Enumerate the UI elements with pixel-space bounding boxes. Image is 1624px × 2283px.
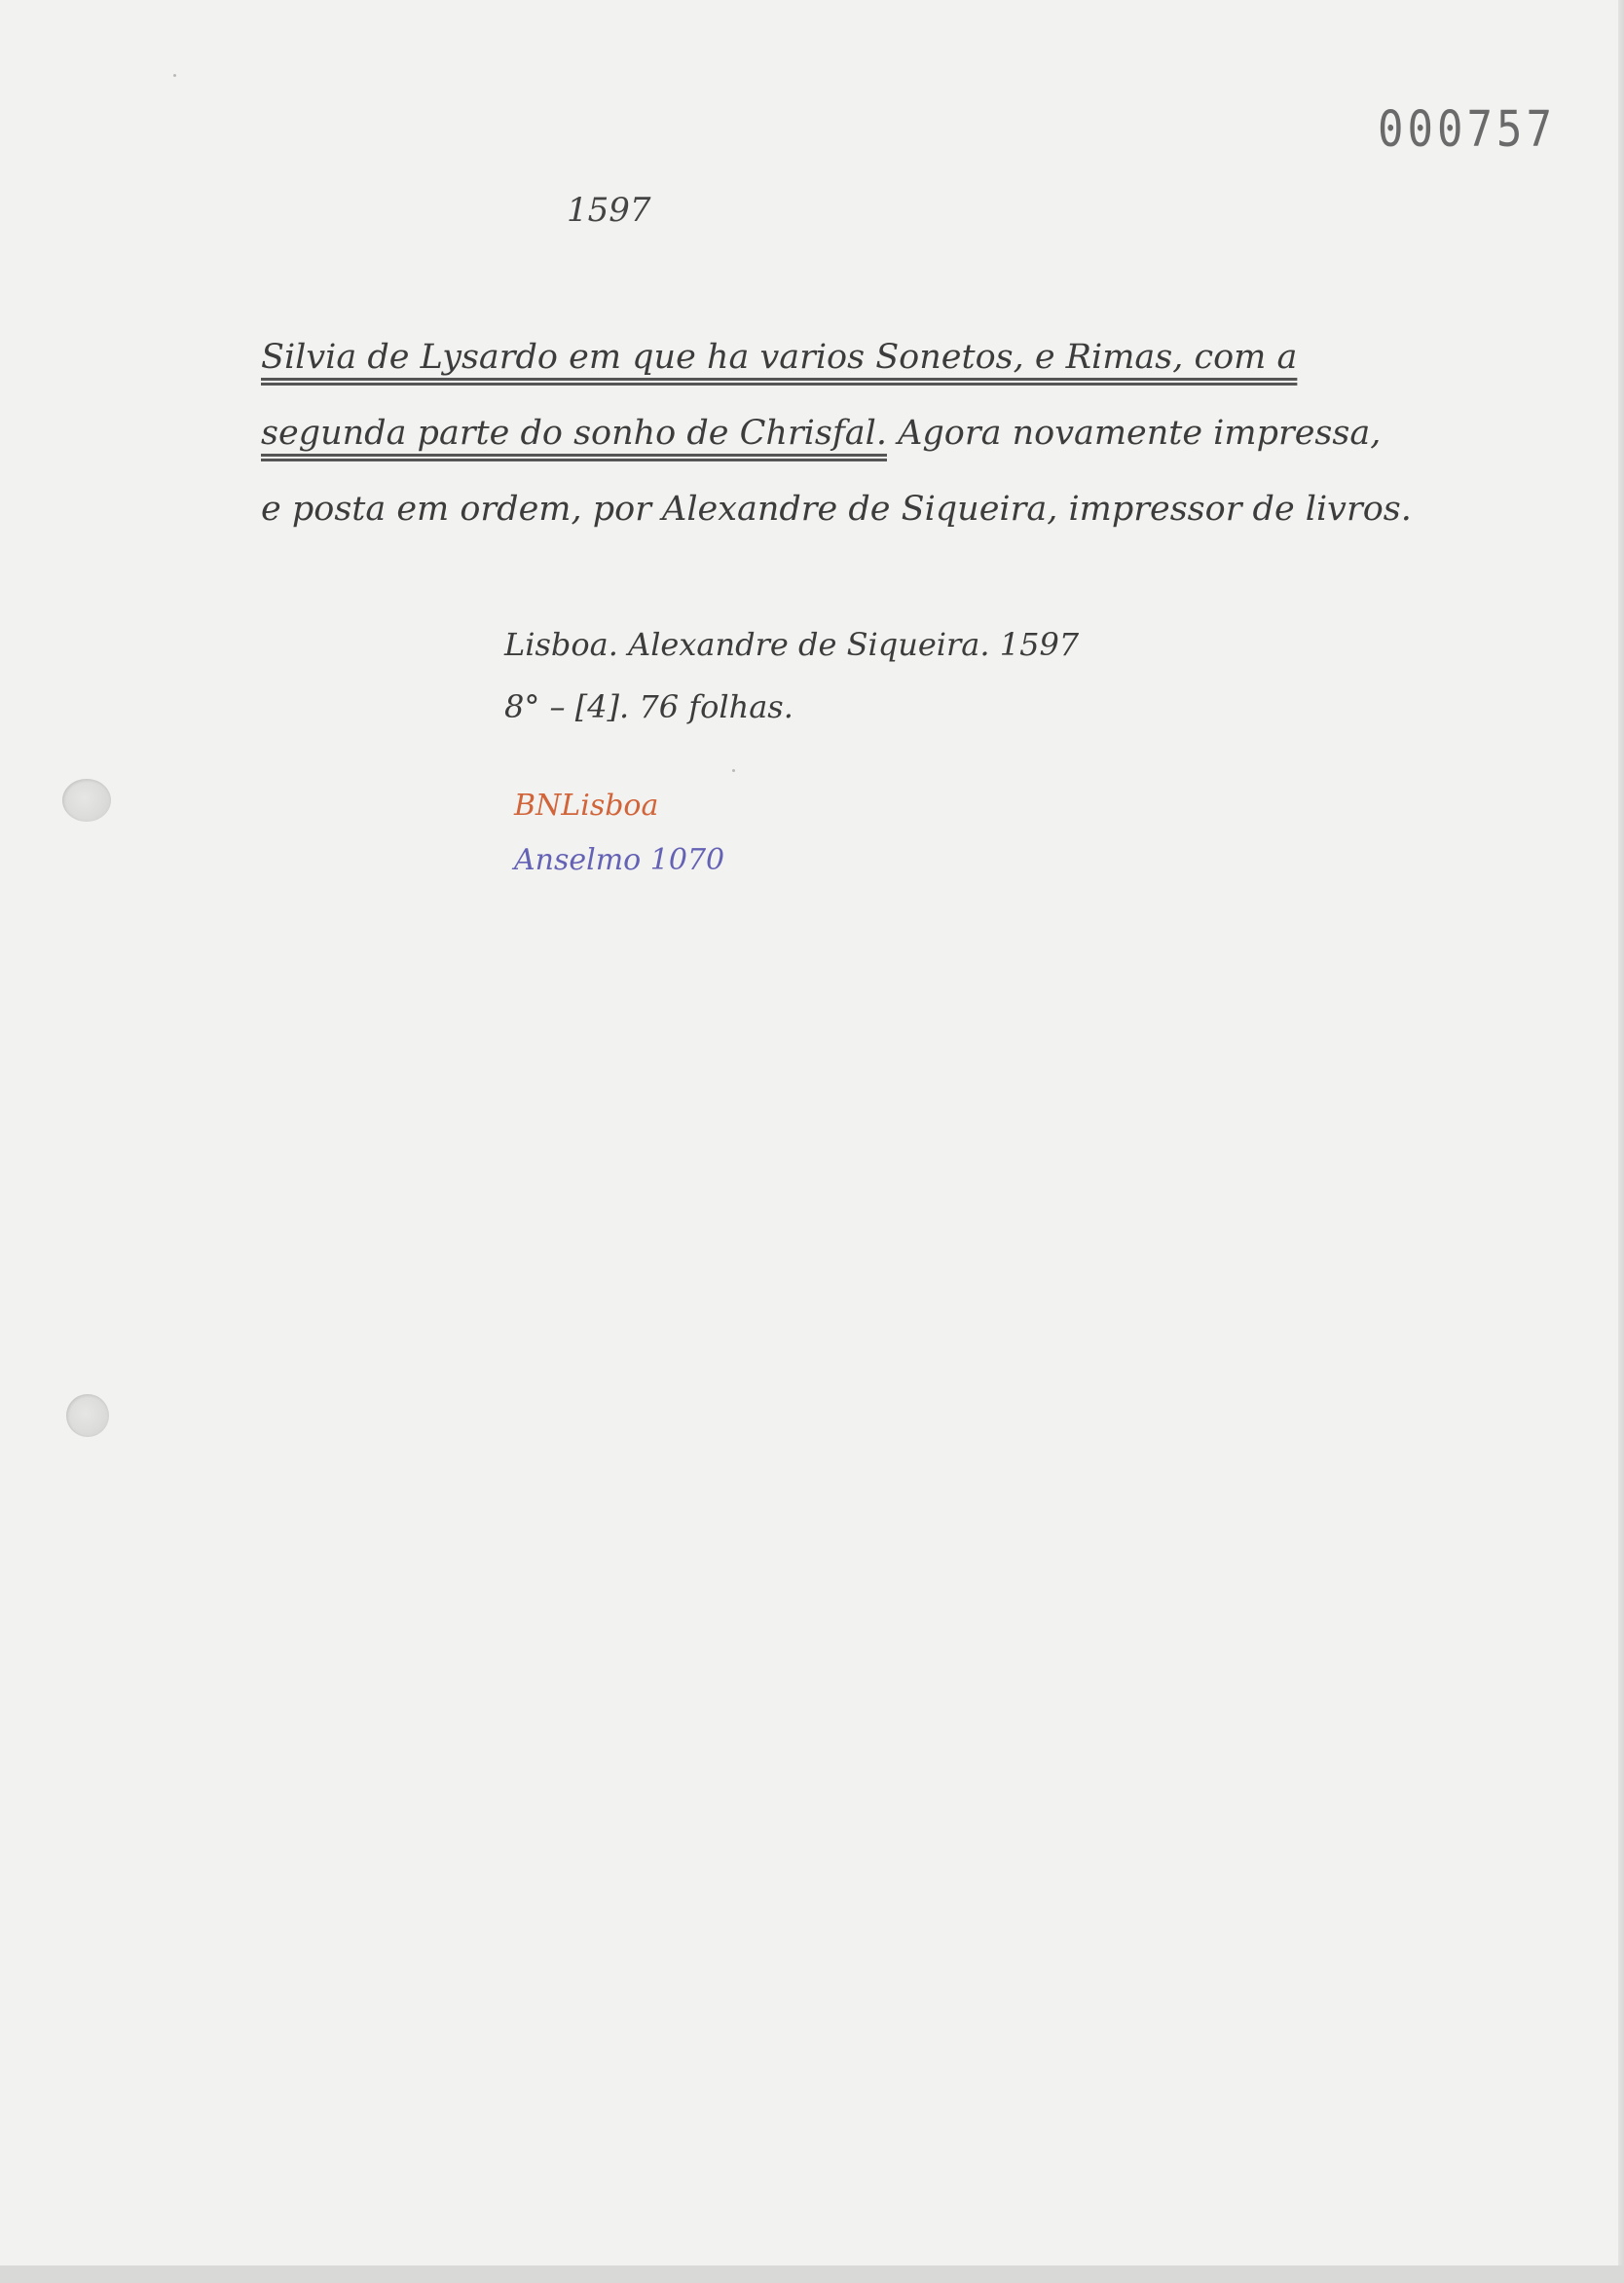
title-line-1 <box>261 319 1410 395</box>
title-underlined-part-1: Silvia de Lysardo em que ha varios Sonetos, e Rimas, com a <box>261 338 1298 377</box>
paper-speck <box>732 769 735 772</box>
title-line-2 <box>261 395 1410 471</box>
title-block <box>261 319 1410 547</box>
title-line-2-rest: Agora novamente impressa, <box>886 414 1382 453</box>
holding-reference: Anselmo 1070 <box>514 843 725 877</box>
paper-speck <box>173 74 176 77</box>
collation-line: 8° – [4]. 76 folhas. <box>504 688 794 725</box>
catalog-number-stamp: 000757 <box>1378 101 1556 159</box>
paper-edge-right <box>1618 0 1624 2283</box>
imprint-line: Lisboa. Alexandre de Siqueira. 1597 <box>504 626 1080 663</box>
holdings-block <box>514 779 724 888</box>
imprint-block <box>504 613 1079 738</box>
title-line-3: e posta em ordem, por Alexandre de Siqueira, impressor de livros. <box>261 490 1412 529</box>
punch-hole-upper <box>62 779 111 822</box>
punch-hole-lower <box>66 1394 109 1437</box>
title-underlined-part-2: segunda parte do sonho de Chrisfal. <box>261 414 887 453</box>
paper-edge-bottom <box>0 2265 1624 2283</box>
year-heading: 1597 <box>567 191 651 230</box>
holding-library: BNLisboa <box>514 789 659 823</box>
